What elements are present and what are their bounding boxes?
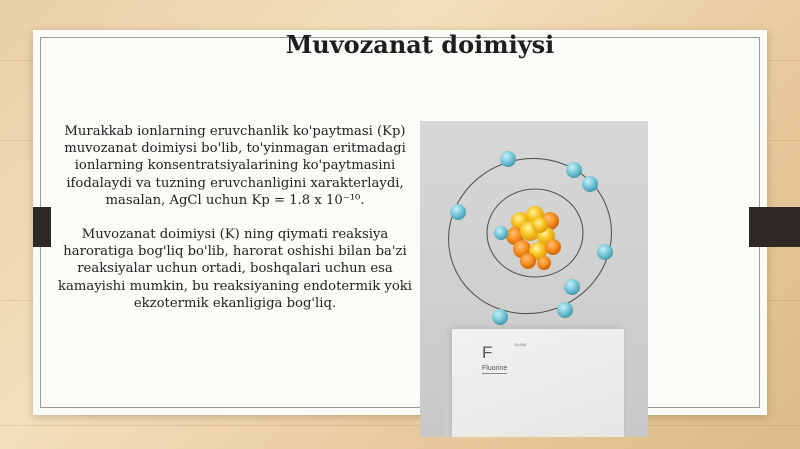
paragraph-2: Muvozanat doimiysi (K) ning qiymati reaksiya haroratiga bog'liq bo'lib, harorat oshishi bilan ba'zi reaksiyalar uchun ortadi, boshqalari uchun esa kamayishi mumkin, bu reaksiyaning endotermik yoki ekzotermik ekanligiga bog'liq. [58,227,412,311]
nucleus-icon [506,206,561,270]
slide-body-text [55,123,415,312]
right-accent-tab [749,207,800,247]
element-mass: 18.998 [514,342,527,347]
left-accent-tab [33,207,51,247]
paragraph-1: Murakkab ionlarning eruvchanlik ko'paytmasi (Kp) muvozanat doimiysi bo'lib, to'yinmagan eritmadagi ionlarning konsentratsiyalarining ko'paytmasini ifodalaydi va tuzning eruvchanligini xarakterlaydi, masalan, AgCl uchun Kp = 1.8 x 10⁻¹⁰. [64,124,406,208]
slide-title: Muvozanat doimiysi [285,30,555,59]
element-name: Fluorine [482,365,508,372]
element-symbol: F [482,343,493,362]
fluorine-atom-image [420,121,648,437]
element-card [452,329,624,437]
